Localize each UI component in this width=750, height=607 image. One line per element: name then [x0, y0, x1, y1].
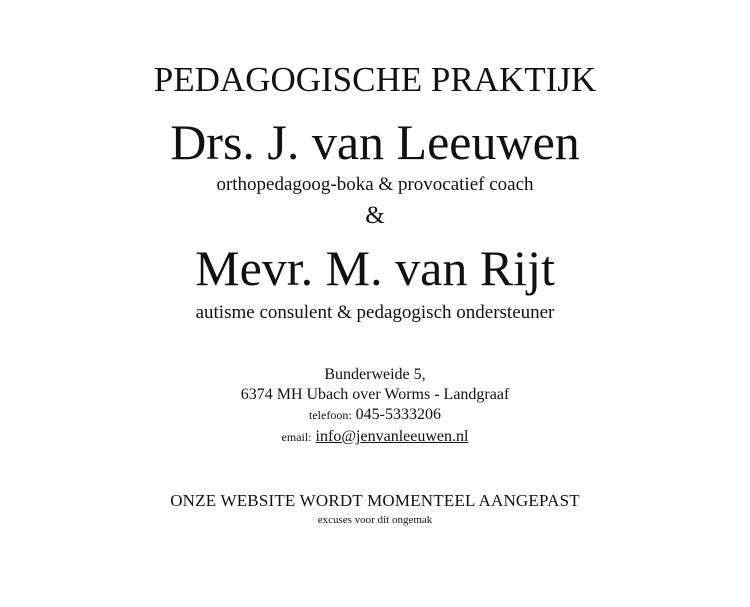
ampersand: &: [365, 202, 385, 229]
person-1-name: Drs. J. van Leeuwen: [170, 114, 580, 170]
phone-number: 045-5333206: [355, 406, 441, 423]
email-link[interactable]: info@jenvanleeuwen.nl: [315, 428, 469, 445]
person-2-role: autisme consulent & pedagogisch ondersteuner: [195, 302, 555, 323]
phone-label: telefoon:: [309, 408, 352, 422]
address-street: Bunderweide 5,: [324, 366, 426, 383]
phone-line: [0, 405, 750, 425]
person-2-name: Mevr. M. van Rijt: [195, 240, 555, 296]
person-1-role: orthopedagoog-boka & provocatief coach: [216, 174, 534, 195]
practice-title: PEDAGOGISCHE PRAKTIJK: [153, 60, 597, 99]
address-city: 6374 MH Ubach over Worms - Landgraaf: [240, 386, 510, 403]
maintenance-notice: ONZE WEBSITE WORDT MOMENTEEL AANGEPAST: [170, 491, 580, 510]
email-label: email:: [281, 430, 312, 444]
maintenance-apology: excuses voor dit ongemak: [317, 514, 433, 526]
email-line: [0, 426, 750, 448]
